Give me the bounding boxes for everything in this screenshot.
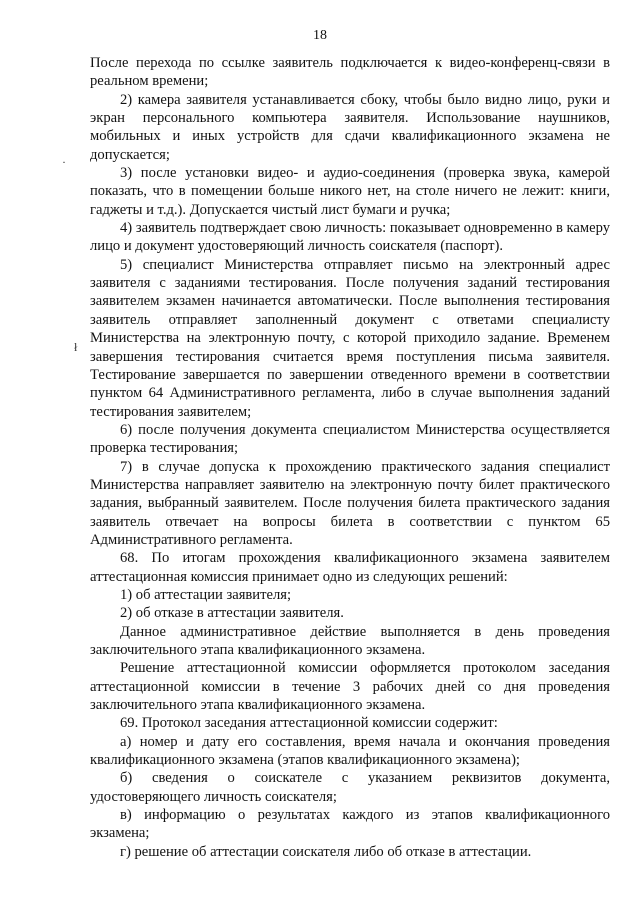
paragraph: в) информацию о результатах каждого из этапов квалификационного экзамена;: [90, 807, 610, 842]
paragraph: 6) после получения документа специалистом Министерства осуществляется проверка тестирования;: [90, 421, 610, 457]
paragraph: а) номер и дату его составления, время начала и окончания проведения квалификационного экзамена (этапов квалификационного экзамена);: [90, 733, 610, 769]
paragraph: Данное административное действие выполняется в день проведения заключительного этапа квалификационного экзамена.: [90, 623, 610, 658]
document-body: [90, 54, 610, 861]
paragraph: б) сведения о соискателе с указанием реквизитов документа, удостоверяющего личность соискателя;: [90, 770, 610, 805]
paragraph: После перехода по ссылке заявитель подключается к видео-конференц-связи в реальном времени;: [90, 55, 610, 90]
paragraph: 4) заявитель подтверждает свою личность: показывает одновременно в камеру лицо и документ удостоверяющий личность соискателя (паспорт).: [90, 220, 610, 255]
paragraph: 7) в случае допуска к прохождению практического задания специалист Министерства направляет заявителю на электронную почту билет практического задания, выбранный заявителем. После получения билета практического задания заявитель отвечает на вопросы билета в соответствии с пунктом 65 Административного регламента.: [90, 458, 610, 548]
paragraph: г) решение об аттестации соискателя либо об отказе в аттестации.: [120, 843, 532, 860]
paragraph: 1) об аттестации заявителя;: [120, 586, 292, 603]
margin-mark: ·: [62, 155, 66, 169]
page-number: 18: [313, 28, 327, 43]
paragraph: Решение аттестационной комиссии оформляется протоколом заседания аттестационной комиссии в течение 3 рабочих дней со дня проведения заключительного этапа квалификационного экзамена.: [90, 660, 610, 714]
paragraph: 5) специалист Министерства отправляет письмо на электронный адрес заявителя с заданиями тестирования. После получения заданий тестирования заявителем экзамен начинается автоматически. После выполнения тестирования заявитель отправляет заполненный документ с ответами специалисту Министерства на электронную почту, с которой приходило задание. Временем завершения тестирования считается время поступления письма заявителя. Тестирование завершается по завершении отведенного времени в соответствии пунктом 64 Административного регламента, либо в случае выполнения заданий тестирования заявителем;: [90, 256, 610, 420]
paragraph: 2) камера заявителя устанавливается сбоку, чтобы было видно лицо, руки и экран персонального компьютера заявителя. Использование наушников, мобильных и иных устройств для сдачи квалификационного экзамена не допускается;: [90, 91, 610, 163]
paragraph: 69. Протокол заседания аттестационной комиссии содержит:: [120, 715, 498, 732]
paragraph: 68. По итогам прохождения квалификационного экзамена заявителем аттестационная комиссия принимает одно из следующих решений:: [90, 550, 610, 585]
paragraph: 3) после установки видео- и аудио-соединения (проверка звука, камерой показать, что в помещении больше никого нет, на столе ничего не лежит: книги, гаджеты и т.д.). Допускается чистый лист бумаги и ручка;: [90, 165, 610, 218]
margin-mark: ł: [74, 340, 78, 354]
paragraph: 2) об отказе в аттестации заявителя.: [120, 605, 344, 622]
